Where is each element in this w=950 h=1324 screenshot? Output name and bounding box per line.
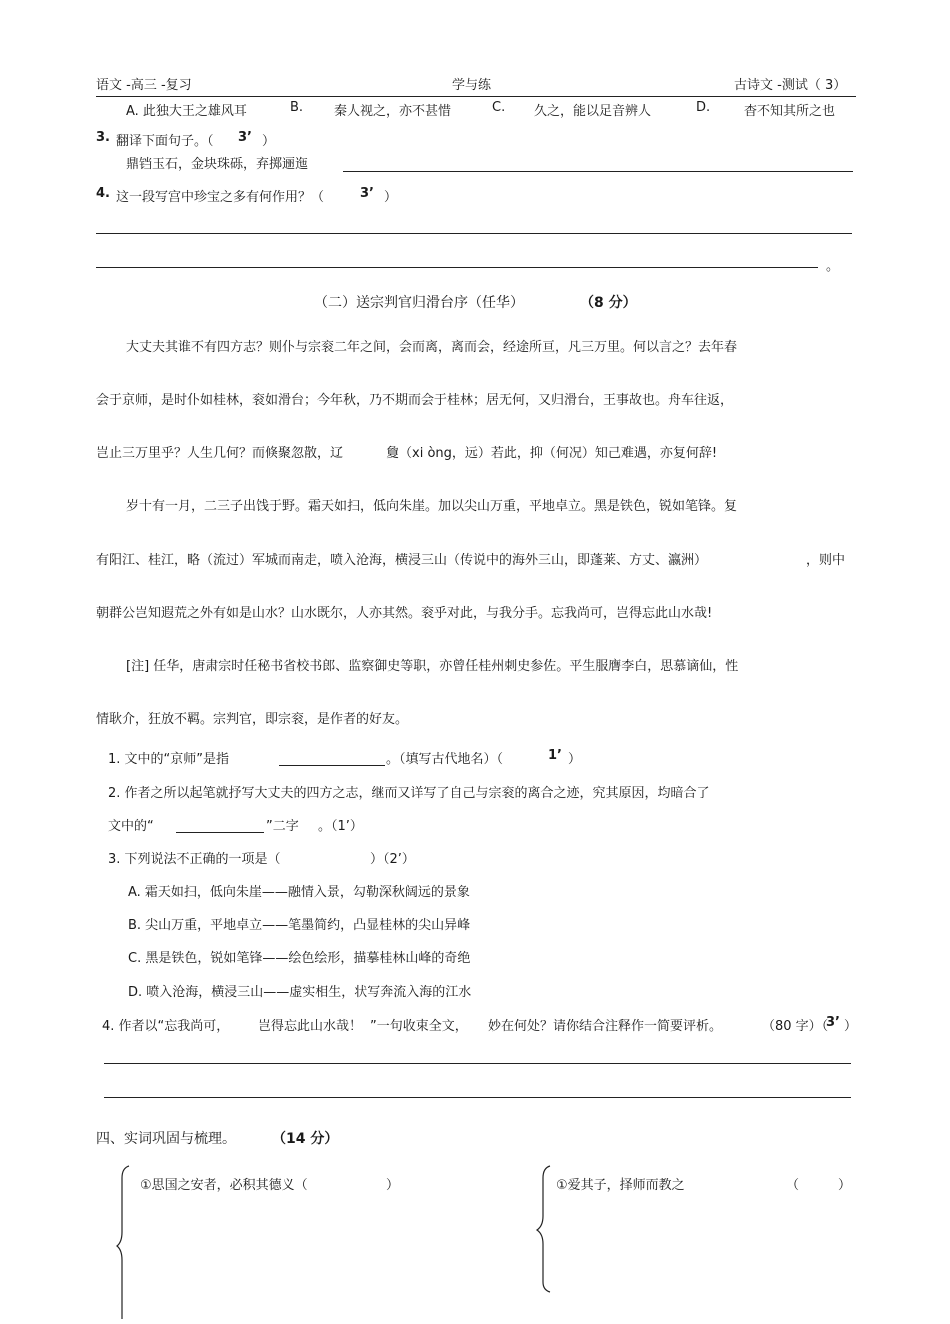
passage-line-3b: 敻（xi òng，远）若此，抑（何况）知己难遇，亦复何辞! (386, 446, 718, 461)
q2-option-b-letter: B. (290, 100, 304, 115)
q3-sentence: 鼎铛玉石，金块珠砾，弃掷逦迤 (126, 157, 309, 172)
vocab-right-item: ①爱其子，择师而教之 (556, 1178, 685, 1193)
sq3-option-d: D. 喷入沧海，横浸三山——虚实相生，状写奔流入海的江水 (128, 985, 472, 1000)
sq4-score-value: 3’ (826, 1015, 840, 1030)
q3-score: 3’ (238, 130, 252, 145)
passage-note-2: 情耿介，狂放不羁。宗判官，即宗衮，是作者的好友。 (96, 712, 409, 727)
q4-prompt: 这一段写宫中珍宝之多有何作用？（ (116, 190, 325, 205)
vocab-left-close: ） (386, 1178, 400, 1193)
sq2-prompt-b: ”二字 (266, 819, 299, 834)
sq4-answer-line-2[interactable] (104, 1097, 851, 1098)
sq1-close: ） (568, 752, 582, 767)
q3-prompt: 翻译下面句子。（ (116, 134, 214, 149)
header-right: 古诗文 -测试（ 3） (734, 78, 847, 93)
vocab-right-close: ） (838, 1178, 852, 1193)
q4-number: 4. (96, 186, 110, 201)
passage-line-4: 岁十有一月，二三子出饯于野。霜天如扫，低向朱崖。加以尖山万重，平地卓立。黑是铁色，锐如笔锋。复 (126, 499, 738, 514)
sq3-prompt-a: 3. 下列说法不正确的一项是（ (108, 852, 281, 867)
sq4-score: （80 字）（ (762, 1019, 829, 1034)
q3-number: 3. (96, 130, 110, 145)
header-center: 学与练 (452, 78, 492, 93)
sq2-line-1: 2. 作者之所以起笔就抒写大丈夫的四方之志，继而又详写了自己与宗衮的离合之迹，究其原因，均暗合了 (108, 786, 710, 801)
q4-answer-line-1[interactable] (96, 233, 852, 234)
vocab-left-item: ①思国之安者，必积其德义（ (140, 1178, 308, 1193)
sq4-close: ） (844, 1019, 858, 1034)
q3-answer-line[interactable] (343, 171, 853, 172)
sq3-option-c: C. 黑是铁色，锐如笔锋——绘色绘形，描摹桂林山峰的奇绝 (128, 951, 471, 966)
sq2-answer-blank[interactable] (176, 832, 264, 833)
section2-title: （二）送宗判官归滑台序（任华） (314, 295, 524, 311)
q2-option-a: A. 此独大王之雄风耳 (126, 104, 247, 119)
passage-line-2: 会于京师，是时仆如桂林，衮如滑台；今年秋，乃不期而会于桂林；居无何，又归滑台，王事故也。舟车往返， (96, 393, 734, 408)
sq3-prompt-b: ）（2’） (370, 852, 415, 867)
q3-close: ） (262, 134, 276, 149)
passage-line-1: 大丈夫其谁不有四方志？则仆与宗衮二年之间，会而离，离而会，经途所亘，凡三万里。何以言之？去年春 (126, 340, 738, 355)
q4-score: 3’ (360, 186, 374, 201)
q2-option-b-text: 秦人视之，亦不甚惜 (334, 104, 452, 119)
section4-score: （14 分） (272, 1131, 339, 1147)
q2-option-c-letter: C. (492, 100, 506, 115)
section2-score: （8 分） (580, 295, 637, 311)
q4-end-mark: 。 (826, 259, 840, 274)
sq2-prompt-c: 。（1’） (318, 819, 363, 834)
passage-line-3a: 岂止三万里乎？人生几何？而倏聚忽散，辽 (96, 446, 344, 461)
sq1-answer-blank[interactable] (279, 765, 385, 766)
sq1-prompt-a: 1. 文中的“京师”是指 (108, 752, 230, 767)
passage-line-6: 朝群公岂知遐荒之外有如是山水？山水既尔，人亦其然。衮乎对此，与我分手。忘我尚可，岂得忘此山水哉! (96, 606, 713, 621)
right-curly-brace (534, 1164, 554, 1294)
sq3-option-a: A. 霜天如扫，低向朱崖——融情入景，勾勒深秋阔远的景象 (128, 885, 470, 900)
passage-line-5b: ，则中 (806, 553, 846, 568)
sq2-prompt-a: 文中的“ (108, 819, 154, 834)
sq4-prompt-d: 妙在何处？请你结合注释作一简要评析。 (488, 1019, 723, 1034)
sq1-score: 1’ (548, 748, 562, 763)
sq4-answer-line-1[interactable] (104, 1063, 851, 1064)
q4-close: ） (384, 190, 398, 205)
sq4-prompt-b: 岂得忘此山水哉！ (258, 1019, 363, 1034)
sq3-option-b: B. 尖山万重，平地卓立——笔墨简约，凸显桂林的尖山异峰 (128, 918, 471, 933)
q2-option-d-text: 杳不知其所之也 (744, 104, 836, 119)
sq4-prompt-c: ”一句收束全文， (370, 1019, 468, 1034)
section4-title: 四、实词巩固与梳理。 (96, 1131, 236, 1147)
sq4-prompt-a: 4. 作者以“忘我尚可， (102, 1019, 230, 1034)
q2-option-d-letter: D. (696, 100, 711, 115)
sq1-prompt-b: 。（填写古代地名）（ (386, 752, 504, 767)
header-rule (96, 96, 856, 97)
header-left: 语文 -高三 -复习 (96, 78, 192, 93)
q4-answer-line-2[interactable] (96, 267, 818, 268)
vocab-right-open: （ (786, 1178, 800, 1193)
passage-line-5a: 有阳江、桂江，略（流过）军城而南走，喷入沧海，横浸三山（传说中的海外三山，即蓬莱、方丈、瀛洲） (96, 553, 708, 568)
left-curly-brace (114, 1164, 134, 1324)
passage-note-1: [注] 任华，唐肃宗时任秘书省校书郎、监察御史等职，亦曾任桂州刺史参佐。平生服膺李白，思慕谪仙，性 (126, 659, 739, 674)
q2-option-c-text: 久之，能以足音辨人 (534, 104, 652, 119)
